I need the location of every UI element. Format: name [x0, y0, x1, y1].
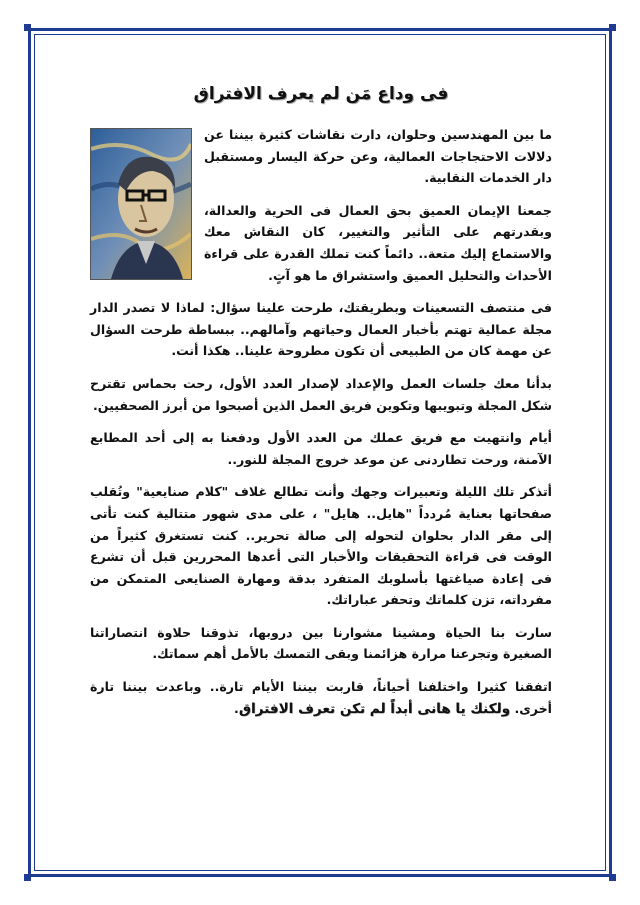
- article-title: فى وداع مَن لم يعرف الافتراق: [193, 84, 449, 104]
- paragraph: فى منتصف التسعينات وبطريقتك، طرحت علينا سؤال: لماذا لا تصدر الدار مجلة عمالية تهتم بأخبار العمال وحياتهم وآمالهم.. ببساطة طرحت السؤال عن مهمة كان من الطبيعى أن تكون مطروحة علينا.. هكذا أنت.: [90, 300, 552, 359]
- closing-paragraph: [90, 676, 552, 720]
- paragraph: جمعنا الإيمان العميق بحق العمال فى الحرية والعدالة، وبقدرتهم على التأثير والتغيير، كان النقاش معك والاستماع إليك متعة.. دائماً كنت تملك القدرة على قراءة الأحداث والتحليل العميق واستشراق ما هو آتٍ.: [204, 202, 552, 283]
- article: [90, 84, 552, 731]
- corner-ornament: [609, 874, 616, 881]
- paragraph: بدأنا معك جلسات العمل والإعداد لإصدار العدد الأول، رحت بحماس تقترح شكل المجلة وتبويبها وتكوين فريق العمل الذين أصبحوا من أبرز الصحفيين.: [90, 375, 552, 413]
- closing-end: .: [234, 700, 239, 716]
- closing-text: اتفقنا كثيرا واختلفنا أحياناً، قاربت بيننا الأيام تارة.. وباعدت بيننا تارة أخرى.: [90, 679, 552, 716]
- closing-highlight: ولكنك يا هانى أبداً لم تكن تعرف الافتراق: [238, 700, 511, 717]
- corner-ornament: [24, 24, 31, 31]
- paragraph: سارت بنا الحياة ومشينا مشوارنا بين دروبها، تذوقنا حلاوة انتصاراتنا الصغيرة وتجرعنا مرارة هزائمنا وبقى التمسك بالأمل أهم سماتك.: [90, 624, 552, 662]
- portrait-image: [90, 128, 192, 280]
- paragraph: أتذكر تلك الليلة وتعبيرات وجهك وأنت تطالع غلاف "كلام صنايعية" وتُقلب صفحاتها بعناية مُردداً "هايل.. هايل" ، على مدى شهور متتالية كنت تأتى إلى مقر الدار بحلوان لتحوله إلى صالة تحرير.. كنت تستغرق كثيراً من الوقت فى قراءة التحقيقات والأخبار التى أعدها المحررين قبل أن تشرع فى إعادة صياغتها بأسلوبك المتفرد بدقة ومهارة الصنايعى المتمكن من مفرداته، تزن كلماتك وتحفر عباراتك.: [90, 484, 552, 608]
- paragraph: أيام وانتهيت مع فريق عملك من العدد الأول ودفعنا به إلى أحد المطابع الآمنة، ورحت تطاردنى عن موعد خروج المجلة للنور..: [90, 430, 552, 467]
- portrait-painting-icon: [91, 129, 191, 279]
- paragraph: ما بين المهندسين وحلوان، دارت نقاشات كثيرة بيننا عن دلالات الاحتجاجات العمالية، وعن حركة اليسار ومستقبل دار الخدمات النقابية.: [204, 127, 552, 186]
- corner-ornament: [24, 874, 31, 881]
- corner-ornament: [609, 24, 616, 31]
